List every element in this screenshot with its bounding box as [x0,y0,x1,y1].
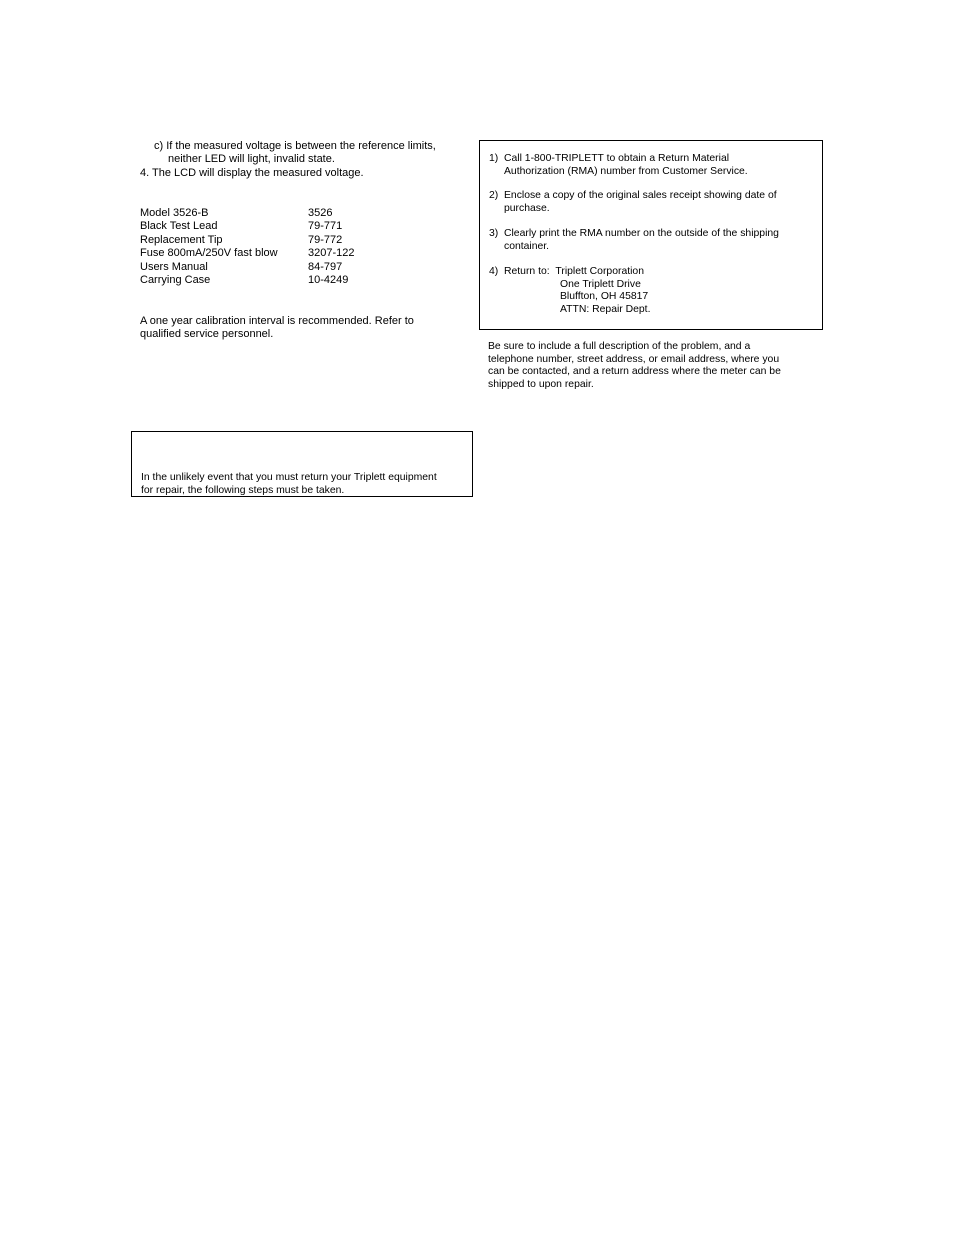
return-step-4 [489,266,814,316]
return-intro-box [131,431,473,497]
measurement-steps [140,140,470,180]
step-number: 3) [489,228,499,239]
step-text: Authorization (RMA) number from Customer Service. [504,165,748,177]
address-line: ATTN: Repair Dept. [560,303,651,315]
calibration-text [140,315,460,342]
parts-list [140,207,355,287]
step-text: Enclose a copy of the original sales receipt showing date of [504,190,777,201]
address-line: One Triplett Drive [560,278,641,290]
parts-row [140,207,355,220]
step-c [140,140,470,167]
address-line: Triplett Corporation [555,266,644,277]
part-name: Users Manual [140,260,208,273]
step-number: 2) [489,190,499,201]
note-line: Be sure to include a full description of the problem, and a [488,341,751,352]
return-step-2 [489,190,814,215]
step-text: Clearly print the RMA number on the outside of the shipping [504,228,779,239]
note-line: telephone number, street address, or email address, where you [488,353,780,365]
return-intro-text [141,471,466,497]
note-line: shipped to upon repair. [488,379,594,391]
step-text: purchase. [504,202,550,214]
part-number: 84-797 [308,260,343,273]
parts-row [140,261,355,274]
address-line: Bluffton, OH 45817 [560,291,649,303]
return-steps-box [479,140,823,330]
part-name: Replacement Tip [140,233,223,246]
step-number: 1) [489,153,499,164]
note-line: can be contacted, and a return address where the meter can be [488,366,781,378]
parts-row [140,274,355,287]
step-4: 4. The LCD will display the measured voltage. [140,166,364,179]
step-text: Call 1-800-TRIPLETT to obtain a Return Material [504,153,730,164]
step-c-line1: c) If the measured voltage is between the reference limits, [154,140,436,152]
step-text: container. [504,240,550,252]
return-to-label: Return to: [504,266,550,277]
return-note [488,341,808,392]
part-name: Model 3526-B [140,207,209,219]
parts-row [140,234,355,247]
part-number: 79-771 [308,220,343,233]
calibration-line1: A one year calibration interval is recommended. Refer to [140,315,414,327]
parts-row [140,220,355,233]
part-name: Carrying Case [140,274,211,287]
return-intro-line1: In the unlikely event that you must return your Triplett equipment [141,472,437,483]
part-number: 79-772 [308,233,343,246]
calibration-line2: qualified service personnel. [140,328,274,341]
parts-row [140,247,355,260]
part-number: 3207-122 [308,247,355,260]
part-number: 3526 [308,207,333,219]
step-number: 4) [489,266,499,277]
return-step-3 [489,228,814,253]
part-number: 10-4249 [308,274,349,287]
return-intro-line2: for repair, the following steps must be taken. [141,485,345,496]
part-name: Fuse 800mA/250V fast blow [140,247,278,260]
part-name: Black Test Lead [140,220,218,233]
step-c-line2: neither LED will light, invalid state. [168,153,335,166]
return-step-1 [489,153,814,178]
